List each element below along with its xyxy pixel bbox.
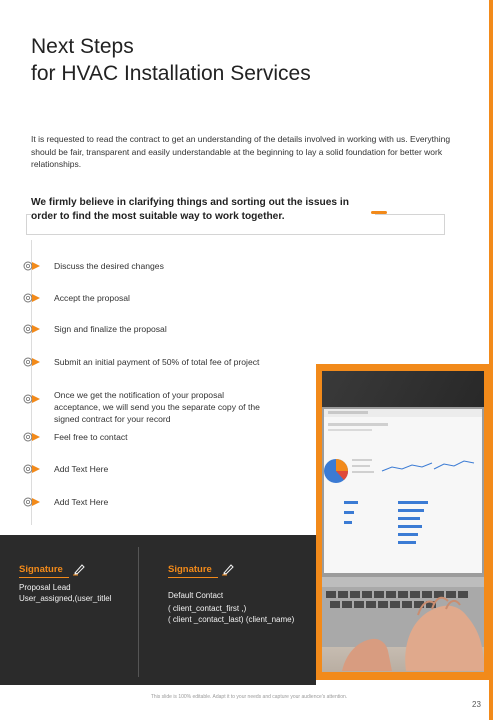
- target-arrow-icon: [23, 463, 43, 475]
- step-text: Feel free to contact: [54, 432, 128, 442]
- signature-right-details: [168, 590, 313, 625]
- target-arrow-icon: [23, 323, 43, 335]
- client-contact-last-field: ( client _contact_last) (client_name): [168, 615, 295, 624]
- title-line-1: Next Steps: [31, 35, 134, 58]
- step-text: Submit an initial payment of 50% of total fee of project: [54, 357, 260, 367]
- signature-left-details: [19, 582, 134, 604]
- target-arrow-icon: [23, 496, 43, 508]
- pen-icon: [72, 562, 86, 576]
- signature-left-underline: [19, 577, 69, 578]
- step-text: Accept the proposal: [54, 293, 130, 303]
- step-text: Add Text Here: [54, 497, 109, 507]
- signature-right-heading: Signature: [168, 564, 212, 575]
- step-text: Discuss the desired changes: [54, 261, 164, 271]
- signature-divider: [138, 547, 139, 677]
- belief-statement: We firmly believe in clarifying things and sorting out the issues in order to find the most suitable way to work together.: [31, 196, 375, 223]
- step-text: Once we get the notification of your proposal acceptance, we will send you the separate copy of the signed contract for your record: [54, 390, 260, 424]
- footer-note: This slide is 100% editable. Adapt it to your needs and capture your audience's attention.: [150, 694, 348, 700]
- title-line-2: for HVAC Installation Services: [31, 62, 311, 85]
- target-arrow-icon: [23, 260, 43, 272]
- user-assigned-field: User_assigned,(user_titlel: [19, 594, 112, 603]
- client-contact-first-field: ( client_contact_first ,): [168, 604, 247, 613]
- target-arrow-icon: [23, 356, 43, 368]
- pen-icon: [221, 562, 235, 576]
- accent-dash: [371, 211, 387, 214]
- intro-paragraph: It is requested to read the contract to get an understanding of the details involved in working with us. Everything should be fair, transparent and easily understandable at the beginning to lay a solid foundation for better work relationships.: [31, 134, 451, 169]
- page-title: [31, 33, 451, 87]
- page-number: 23: [472, 700, 481, 709]
- target-arrow-icon: [23, 431, 43, 443]
- laptop-photo: [322, 371, 484, 672]
- signature-right-underline: [168, 577, 218, 578]
- signature-left-heading: Signature: [19, 564, 63, 575]
- target-arrow-icon: [23, 292, 43, 304]
- target-arrow-icon: [23, 393, 43, 405]
- step-text: Sign and finalize the proposal: [54, 324, 167, 334]
- default-contact-label: Default Contact: [168, 591, 224, 600]
- step-text: Add Text Here: [54, 464, 109, 474]
- laptop-dashboard-image: [322, 371, 484, 672]
- proposal-lead-label: Proposal Lead: [19, 583, 71, 592]
- steps-timeline-line: [31, 240, 32, 525]
